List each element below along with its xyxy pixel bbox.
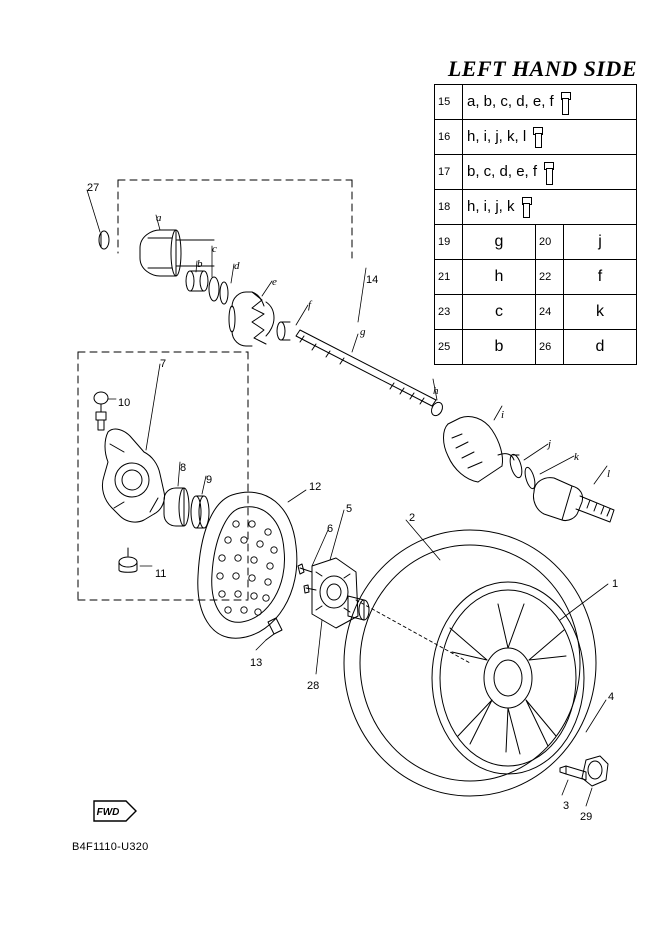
callout-letter-b: b [197,258,203,270]
callout-letter-a: a [156,212,162,224]
callout-number-2: 2 [409,512,416,524]
row-number: 21 [435,260,463,295]
row-number: 16 [435,120,463,155]
callout-number-28: 28 [307,680,320,692]
table-row [435,295,637,330]
table-row [435,120,637,155]
row-label: a, b, c, d, e, f [463,85,637,120]
row-label: h [463,260,536,295]
callout-letter-e: e [272,276,277,288]
row-label: d [564,330,637,365]
svg-text:FWD: FWD [96,807,120,818]
row-label: j [564,225,637,260]
callout-number-6: 6 [327,523,334,535]
row-number: 26 [536,330,564,365]
callout-number-8: 8 [180,462,187,474]
bolt-icon [560,92,570,112]
table-row [435,85,637,120]
callout-number-10: 10 [118,397,131,409]
callout-letter-l: l [607,468,611,480]
row-number: 17 [435,155,463,190]
row-number: 25 [435,330,463,365]
row-label: h, i, j, k [463,190,637,225]
row-number: 18 [435,190,463,225]
callout-number-3: 3 [563,800,570,812]
callout-letter-d: d [234,260,240,272]
callout-number-12: 12 [309,481,322,493]
fwd-marker [92,797,138,825]
table-row [435,225,637,260]
part-code: B4F1110-U320 [72,841,149,853]
callout-letter-f: f [308,299,312,311]
row-label: g [463,225,536,260]
callout-letter-k: k [574,451,579,463]
bolt-icon [543,162,553,182]
row-number: 19 [435,225,463,260]
callout-number-13: 13 [250,657,263,669]
callout-letter-j: j [548,438,552,450]
callout-letter-g: g [360,326,366,338]
callout-number-7: 7 [160,358,167,370]
legend-table [434,84,637,365]
bolt-icon [532,127,542,147]
callout-number-27: 27 [87,182,100,194]
callout-number-5: 5 [346,503,353,515]
table-row [435,260,637,295]
row-number: 23 [435,295,463,330]
row-number: 22 [536,260,564,295]
table-row [435,190,637,225]
row-number: 24 [536,295,564,330]
row-label: k [564,295,637,330]
page-title: LEFT HAND SIDE [447,56,637,81]
table-row [435,155,637,190]
callout-number-9: 9 [206,474,213,486]
row-number: 20 [536,225,564,260]
row-label: f [564,260,637,295]
callout-letter-i: i [501,409,505,421]
row-number: 15 [435,85,463,120]
bolt-icon [521,197,531,217]
callout-number-29: 29 [580,811,593,823]
table-row [435,330,637,365]
row-label: b, c, d, e, f [463,155,637,190]
callout-number-14: 14 [366,274,379,286]
callout-number-11: 11 [155,568,167,580]
row-label: h, i, j, k, l [463,120,637,155]
callout-letter-h: h [433,385,439,397]
callout-number-1: 1 [612,578,619,590]
row-label: c [463,295,536,330]
row-label: b [463,330,536,365]
callout-number-4: 4 [608,691,615,703]
callout-letter-c: c [212,243,217,255]
